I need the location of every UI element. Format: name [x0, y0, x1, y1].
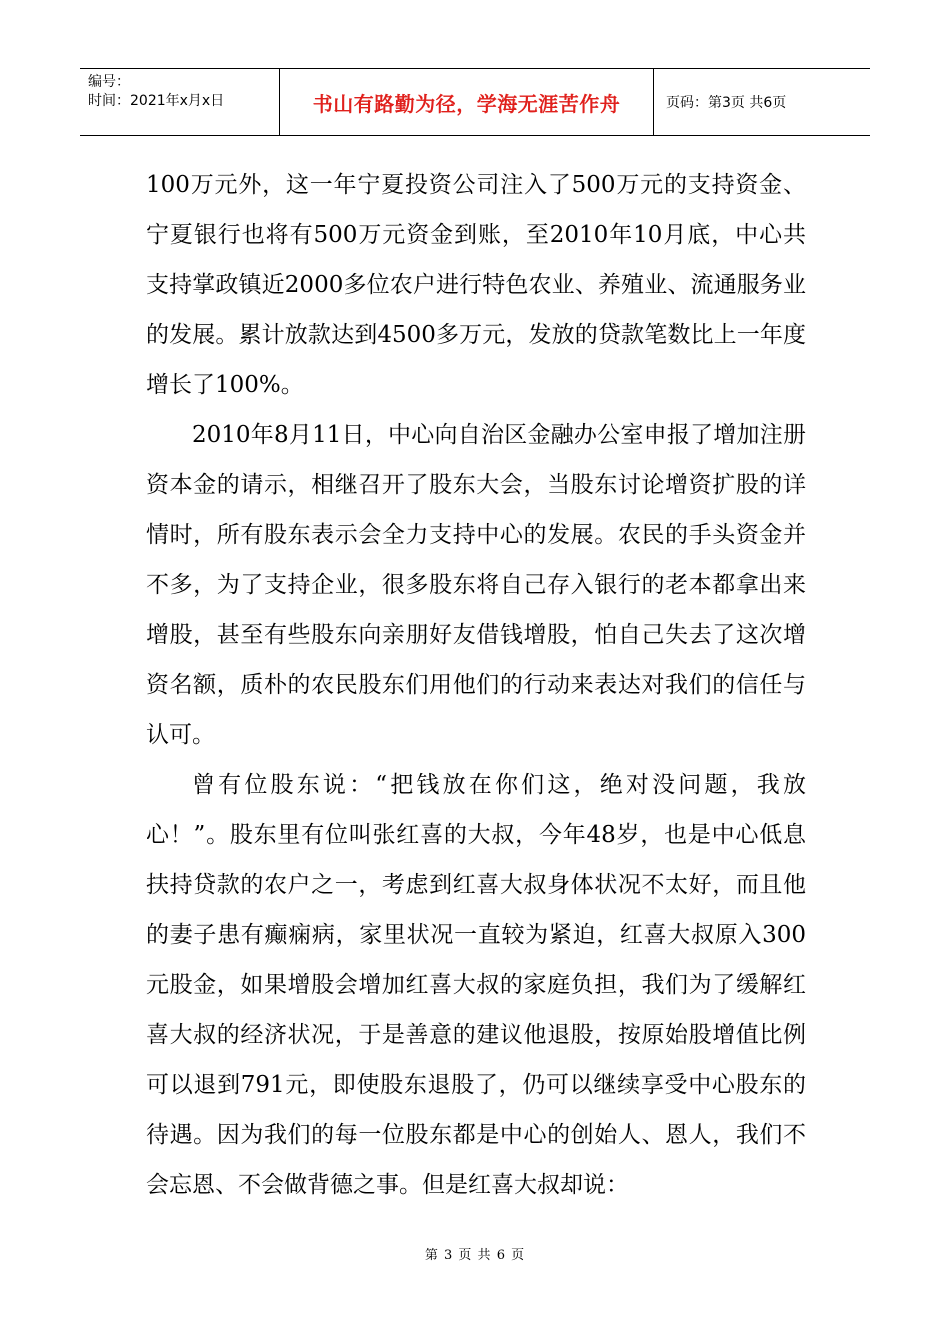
header-motto-cell [280, 69, 654, 135]
paragraph-2: 2010年8月11日，中心向自治区金融办公室申报了增加注册资本金的请示，相继召开了股东大会，当股东讨论增资扩股的详情时，所有股东表示会全力支持中心的发展。农民的手头资金并不多，为了支持企业，很多股东将自己存入银行的老本都拿出来增股，甚至有些股东向亲朋好友借钱增股，怕自己失去了这次增资名额，质朴的农民股东们用他们的行动来表达对我们的信任与认可。 [146, 422, 806, 748]
page-footer: 第 3 页 共 6 页 [424, 1248, 526, 1263]
document-number-label: 编号： [88, 74, 130, 90]
paragraph-1: 100万元外，这一年宁夏投资公司注入了500万元的支持资金、宁夏银行也将有500万元资金到账，至2010年10月底，中心共支持掌政镇近2000多位农户进行特色农业、养殖业、流通服务业的发展。累计放款达到4500多万元，发放的贷款笔数比上一年度增长了100%。 [146, 172, 806, 398]
document-header [80, 68, 870, 136]
header-motto: 书山有路勤为径，学海无涯苦作舟 [312, 91, 621, 116]
document-time-label: 时间：2021年x月x日 [88, 93, 225, 109]
header-page-info [654, 69, 870, 135]
paragraph-3: 曾有位股东说：“把钱放在你们这，绝对没问题，我放心！”。股东里有位叫张红喜的大叔，今年48岁，也是中心低息扶持贷款的农户之一，考虑到红喜大叔身体状况不太好，而且他的妻子患有癫痫病，家里状况一直较为紧迫，红喜大叔原入300元股金，如果增股会增加红喜大叔的家庭负担，我们为了缓解红喜大叔的经济状况，于是善意的建议他退股，按原始股增值比例可以退到791元，即使股东退股了，仍可以继续享受中心股东的待遇。因为我们的每一位股东都是中心的创始人、恩人，我们不会忘恩、不会做背德之事。但是红喜大叔却说： [146, 772, 806, 1198]
document-body [146, 160, 806, 1210]
header-meta [80, 69, 280, 135]
header-page-number: 页码：第3页 共6页 [666, 95, 787, 111]
